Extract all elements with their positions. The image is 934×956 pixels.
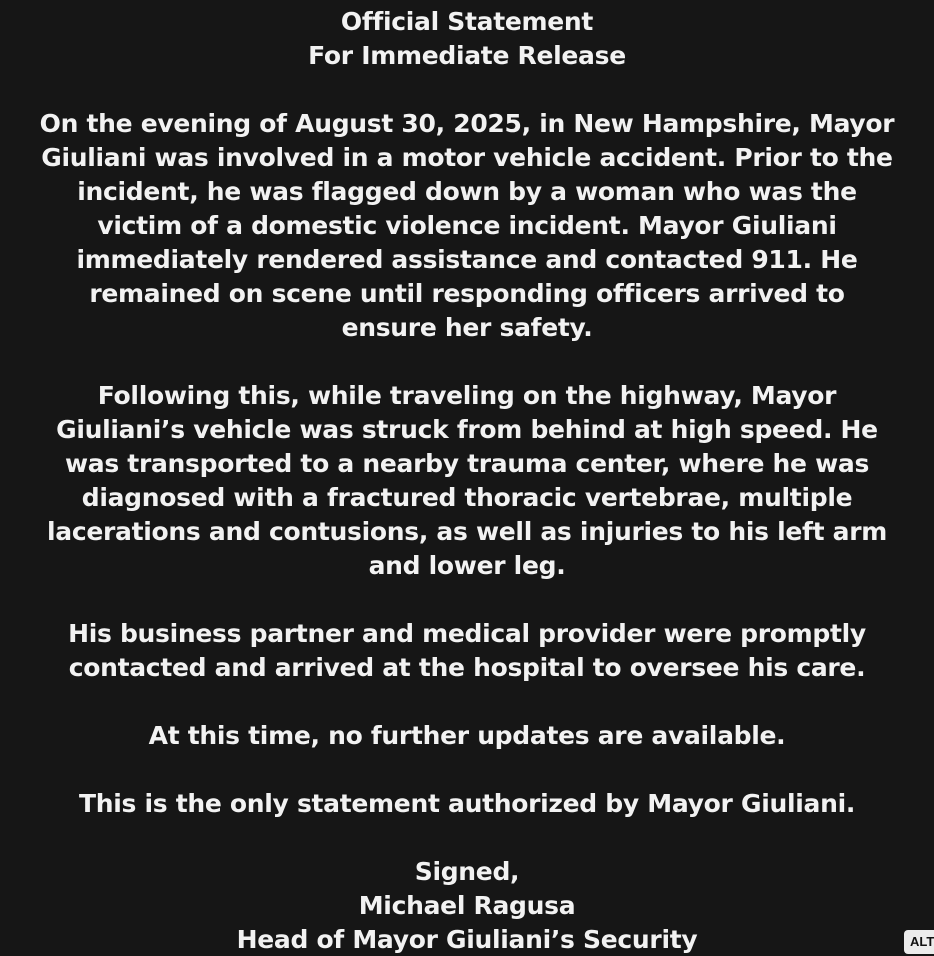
text-line: At this time, no further updates are available. (148, 721, 786, 750)
alt-text-badge[interactable]: ALT (904, 930, 934, 954)
paragraph-authorization (0, 787, 934, 821)
text-line: victim of a domestic violence incident. Mayor Giuliani (97, 211, 837, 240)
text-line: immediately rendered assistance and contacted 911. He (76, 245, 858, 274)
paragraph-updates (0, 719, 934, 753)
text-line: was transported to a nearby trauma center, where he was (64, 449, 870, 478)
text-line: His business partner and medical provider were promptly (68, 619, 866, 648)
text-line: incident, he was flagged down by a woman who was the (77, 177, 857, 206)
statement-subtitle: For Immediate Release (308, 41, 626, 70)
text-line: Giuliani was involved in a motor vehicle accident. Prior to the (41, 143, 893, 172)
text-line: and lower leg. (368, 551, 566, 580)
paragraph-incident (0, 107, 934, 345)
signature-signed: Signed, (414, 857, 520, 886)
text-line: On the evening of August 30, 2025, in New Hampshire, Mayor (39, 109, 895, 138)
signature-name: Michael Ragusa (358, 891, 576, 920)
paragraph-accident (0, 379, 934, 583)
text-line: Following this, while traveling on the highway, Mayor (97, 381, 837, 410)
text-line: This is the only statement authorized by Mayor Giuliani. (78, 789, 856, 818)
text-line: lacerations and contusions, as well as injuries to his left arm (47, 517, 887, 546)
text-line: contacted and arrived at the hospital to oversee his care. (68, 653, 866, 682)
text-line: diagnosed with a fractured thoracic vertebrae, multiple (81, 483, 853, 512)
text-line: Giuliani’s vehicle was struck from behind at high speed. He (56, 415, 878, 444)
statement-title: Official Statement (340, 7, 594, 36)
text-line: remained on scene until responding officers arrived to (89, 279, 845, 308)
statement-header (0, 0, 934, 73)
paragraph-care (0, 617, 934, 685)
signature-block (0, 855, 934, 956)
signature-role: Head of Mayor Giuliani’s Security (236, 925, 698, 954)
text-line: ensure her safety. (341, 313, 593, 342)
